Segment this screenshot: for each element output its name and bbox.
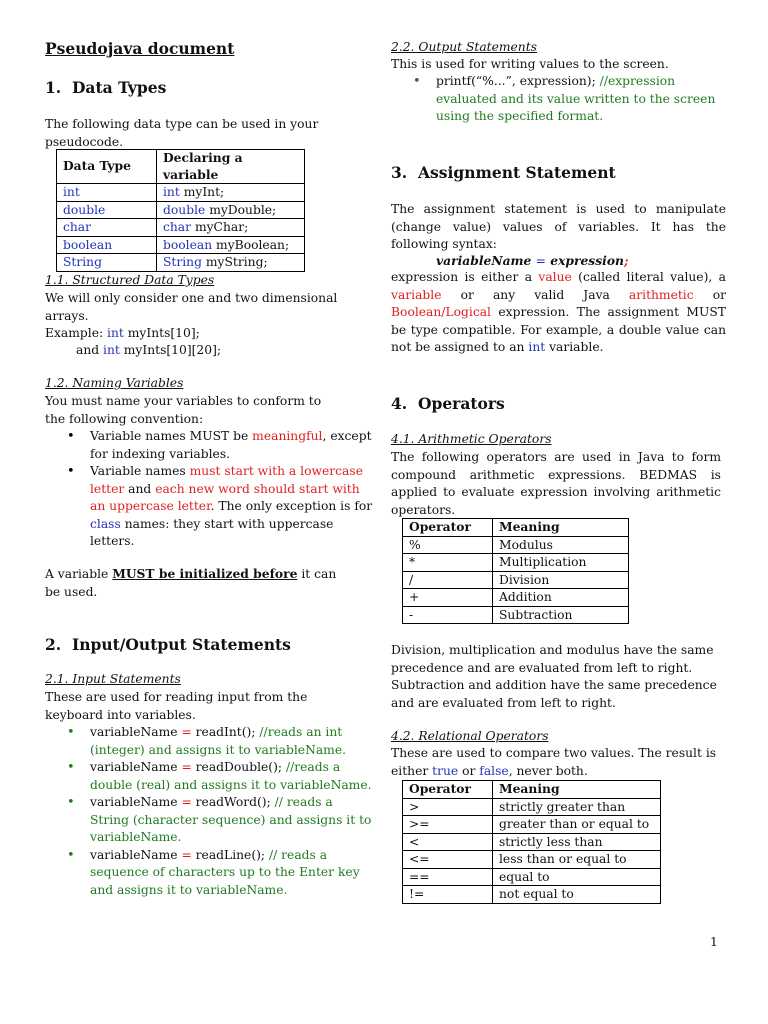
assignment-expression-text <box>391 269 726 357</box>
type-keyword: boolean <box>163 237 213 252</box>
subsection-4-2-text <box>391 745 721 780</box>
table-row <box>403 833 661 851</box>
rule-text: and <box>124 481 156 496</box>
column-header: Operator <box>403 781 493 799</box>
term-value: value <box>538 270 572 284</box>
type-keyword: int <box>163 185 180 199</box>
document-title: Pseudojava document <box>45 39 235 58</box>
paragraph-text: expression. The assignment MUST be type compatible. For example, a double value can not be assigned to an <box>391 305 726 354</box>
table-cell-type: double <box>57 201 157 219</box>
precedence-note-2: Subtraction and addition have the same precedence and are evaluated from left to right. <box>391 678 717 710</box>
table-cell-declaration <box>157 201 305 219</box>
operator-cell: * <box>403 554 493 572</box>
table-row <box>57 236 305 254</box>
data-types-table <box>56 149 305 272</box>
operator-cell: / <box>403 571 493 589</box>
declaration-text: myInt; <box>179 185 225 199</box>
operator-cell: <= <box>403 851 493 869</box>
code-text: variableName <box>90 725 182 739</box>
table-header-row <box>403 519 629 537</box>
column-header: Declaring a variable <box>157 150 305 184</box>
table-cell-type: String <box>57 254 157 272</box>
subsection-1-1-text: We will only consider one and two dimensional arrays. <box>45 291 338 323</box>
operator-cell: - <box>403 606 493 624</box>
data-types-intro: The following data type can be used in your pseudocode. <box>45 117 319 149</box>
subsection-2-2-title: 2.2. Output Statements <box>391 40 537 54</box>
subsection-1-1-title: 1.1. Structured Data Types <box>45 273 215 287</box>
list-item <box>90 428 375 463</box>
code-text: readLine(); <box>191 847 269 862</box>
table-row <box>403 536 629 554</box>
type-keyword: int <box>528 340 546 354</box>
subsection-4-1-text: The following operators are used in Java to form compound arithmetic expressions. BEDMAS is applied to evaluate expression involving arithmetic operators. <box>391 450 721 517</box>
code-text: printf(“%...”, expression); <box>436 74 600 88</box>
note-text: it can be used. <box>45 567 337 599</box>
rule-highlight: must start with a lowercase letter <box>90 464 363 496</box>
declaration-text: myString; <box>201 255 268 269</box>
term-variable: variable <box>391 287 442 302</box>
code-text: readDouble(); <box>191 760 286 774</box>
table-row <box>403 554 629 572</box>
false-keyword: false <box>479 763 509 778</box>
section-1-title: Data Types <box>71 78 167 97</box>
section-1-heading <box>45 79 166 97</box>
meaning-cell: not equal to <box>493 886 661 904</box>
type-keyword: double <box>163 202 206 217</box>
operator-cell: != <box>403 886 493 904</box>
table-row <box>403 851 661 869</box>
example-code: myInts[10]; <box>123 326 200 340</box>
rule-highlight: each new word should start with an uppercase letter <box>90 481 360 513</box>
section-4-title: Operators <box>417 394 505 413</box>
table-row <box>57 184 305 202</box>
declaration-text: myChar; <box>191 220 249 234</box>
paragraph-text: , never both. <box>508 763 588 778</box>
type-keyword: char <box>163 220 192 234</box>
section-3-heading <box>391 164 616 182</box>
table-cell-declaration <box>157 184 305 202</box>
code-text: variableName <box>90 760 182 774</box>
table-row <box>57 219 305 237</box>
table-row <box>403 886 661 904</box>
rule-text: . The only exception is for <box>210 499 373 513</box>
table-cell-type: boolean <box>57 236 157 254</box>
meaning-cell: strictly greater than <box>493 798 661 816</box>
table-row <box>403 868 661 886</box>
table-row <box>57 201 305 219</box>
section-1-number: 1. <box>45 78 62 97</box>
subsection-2-1-title: 2.1. Input Statements <box>45 672 181 686</box>
operator-cell: + <box>403 589 493 607</box>
relational-operators-table <box>402 780 661 904</box>
arithmetic-operators-table <box>402 518 629 624</box>
code-text: variableName <box>90 795 182 809</box>
example-label: Example: <box>45 326 108 340</box>
rule-text: Variable names MUST be <box>90 429 253 443</box>
initialization-note <box>45 565 345 601</box>
assignment-description: The assignment statement is used to manipulate (change value) values of variables. It has the following syntax: <box>391 202 726 251</box>
subsection-2-2-text: This is used for writing values to the screen. <box>391 57 669 71</box>
table-row <box>403 571 629 589</box>
rule-text: names: they start with uppercase letters. <box>90 516 334 548</box>
assign-operator: = <box>181 725 192 739</box>
code-comment: //reads a double (real) and assigns it to variableName. <box>90 760 372 792</box>
paragraph-text: or <box>693 287 726 302</box>
subsection-2-1-text: These are used for reading input from the keyboard into variables. <box>45 690 308 722</box>
table-cell-declaration <box>157 219 305 237</box>
paragraph-text: or any valid Java <box>441 287 629 302</box>
list-item <box>90 847 375 900</box>
code-text: readWord(); <box>191 795 275 809</box>
meaning-cell: greater than or equal to <box>493 816 661 834</box>
table-cell-declaration <box>157 254 305 272</box>
operator-cell: >= <box>403 816 493 834</box>
section-2-number: 2. <box>45 635 62 654</box>
subsection-1-2-text: You must name your variables to conform to the following convention: <box>45 394 322 426</box>
table-row <box>403 589 629 607</box>
rule-text: , except for indexing variables. <box>90 429 372 461</box>
type-keyword: String <box>163 255 202 269</box>
paragraph-text: expression is either a <box>391 270 539 284</box>
column-header: Operator <box>403 519 493 537</box>
rule-highlight: meaningful <box>252 429 323 443</box>
table-header-row <box>57 150 305 184</box>
array-example-1 <box>45 325 200 343</box>
section-2-heading <box>45 636 291 654</box>
page-number: 1 <box>710 935 718 949</box>
note-text: A variable <box>45 567 113 581</box>
meaning-cell: Multiplication <box>493 554 629 572</box>
term-boolean: Boolean/Logical <box>391 305 491 319</box>
subsection-1-2-title: 1.2. Naming Variables <box>45 376 184 390</box>
list-item <box>90 759 375 794</box>
syntax-semicolon: ; <box>623 253 629 268</box>
column-header: Meaning <box>493 781 661 799</box>
example-label: and <box>76 343 104 357</box>
column-header: Data Type <box>57 150 157 184</box>
assignment-syntax <box>436 252 629 271</box>
meaning-cell: Addition <box>493 589 629 607</box>
section-3-number: 3. <box>391 163 408 182</box>
section-2-title: Input/Output Statements <box>71 635 291 654</box>
syntax-expression: expression <box>545 253 624 268</box>
true-keyword: true <box>432 763 459 778</box>
declaration-text: myBoolean; <box>212 237 290 252</box>
section-4-heading <box>391 395 505 413</box>
operator-cell: % <box>403 536 493 554</box>
array-example-2 <box>76 342 221 360</box>
list-item <box>90 724 375 759</box>
table-row <box>57 254 305 272</box>
paragraph-text: variable. <box>545 340 604 354</box>
assign-operator: = <box>181 795 192 809</box>
subsection-4-2-title: 4.2. Relational Operators <box>391 729 549 743</box>
assign-operator: = <box>181 760 192 774</box>
code-text: readInt(); <box>191 725 260 739</box>
syntax-variable: variableName <box>436 253 536 268</box>
class-keyword: class <box>90 516 121 531</box>
type-keyword: int <box>107 326 124 340</box>
paragraph-text: or <box>458 763 480 778</box>
example-code: myInts[10][20]; <box>119 343 222 357</box>
meaning-cell: Subtraction <box>493 606 629 624</box>
column-header: Meaning <box>493 519 629 537</box>
operator-cell: < <box>403 833 493 851</box>
paragraph-text: These are used to compare two values. The result is either <box>391 746 717 778</box>
table-cell-declaration <box>157 236 305 254</box>
precedence-note-1: Division, multiplication and modulus have the same precedence and are evaluated from left to right. <box>391 643 714 675</box>
code-text: variableName <box>90 847 182 862</box>
term-arithmetic: arithmetic <box>628 287 694 302</box>
paragraph-text: (called literal value), a <box>571 270 726 284</box>
naming-rules-list <box>45 428 375 551</box>
section-4-number: 4. <box>391 394 408 413</box>
table-row <box>403 606 629 624</box>
meaning-cell: equal to <box>493 868 661 886</box>
meaning-cell: less than or equal to <box>493 851 661 869</box>
input-statements-list <box>45 724 375 899</box>
code-comment: //expression evaluated and its value written to the screen using the specified format. <box>436 74 716 123</box>
type-keyword: int <box>103 343 120 357</box>
section-3-title: Assignment Statement <box>417 163 616 182</box>
operator-cell: > <box>403 798 493 816</box>
code-comment: //reads an int (integer) and assigns it to variableName. <box>90 725 347 757</box>
declaration-text: myDouble; <box>205 202 277 217</box>
code-comment: // reads a String (character sequence) and assigns it to variableName. <box>90 795 372 844</box>
assign-operator: = <box>181 847 192 862</box>
list-item <box>90 794 375 847</box>
operator-cell: == <box>403 868 493 886</box>
table-header-row <box>403 781 661 799</box>
syntax-operator: = <box>535 254 546 268</box>
output-statements-list <box>391 73 721 126</box>
list-item <box>436 73 721 126</box>
table-cell-type: char <box>57 219 157 237</box>
table-cell-type: int <box>57 184 157 202</box>
list-item <box>90 463 375 551</box>
note-emphasis: MUST be initialized before <box>112 566 298 581</box>
table-row <box>403 816 661 834</box>
code-comment: // reads a sequence of characters up to the Enter key and assigns it to variableName. <box>90 847 360 897</box>
meaning-cell: Modulus <box>493 536 629 554</box>
rule-text: Variable names <box>90 464 190 478</box>
table-row <box>403 798 661 816</box>
subsection-4-1-title: 4.1. Arithmetic Operators <box>391 432 552 446</box>
meaning-cell: strictly less than <box>493 833 661 851</box>
meaning-cell: Division <box>493 571 629 589</box>
